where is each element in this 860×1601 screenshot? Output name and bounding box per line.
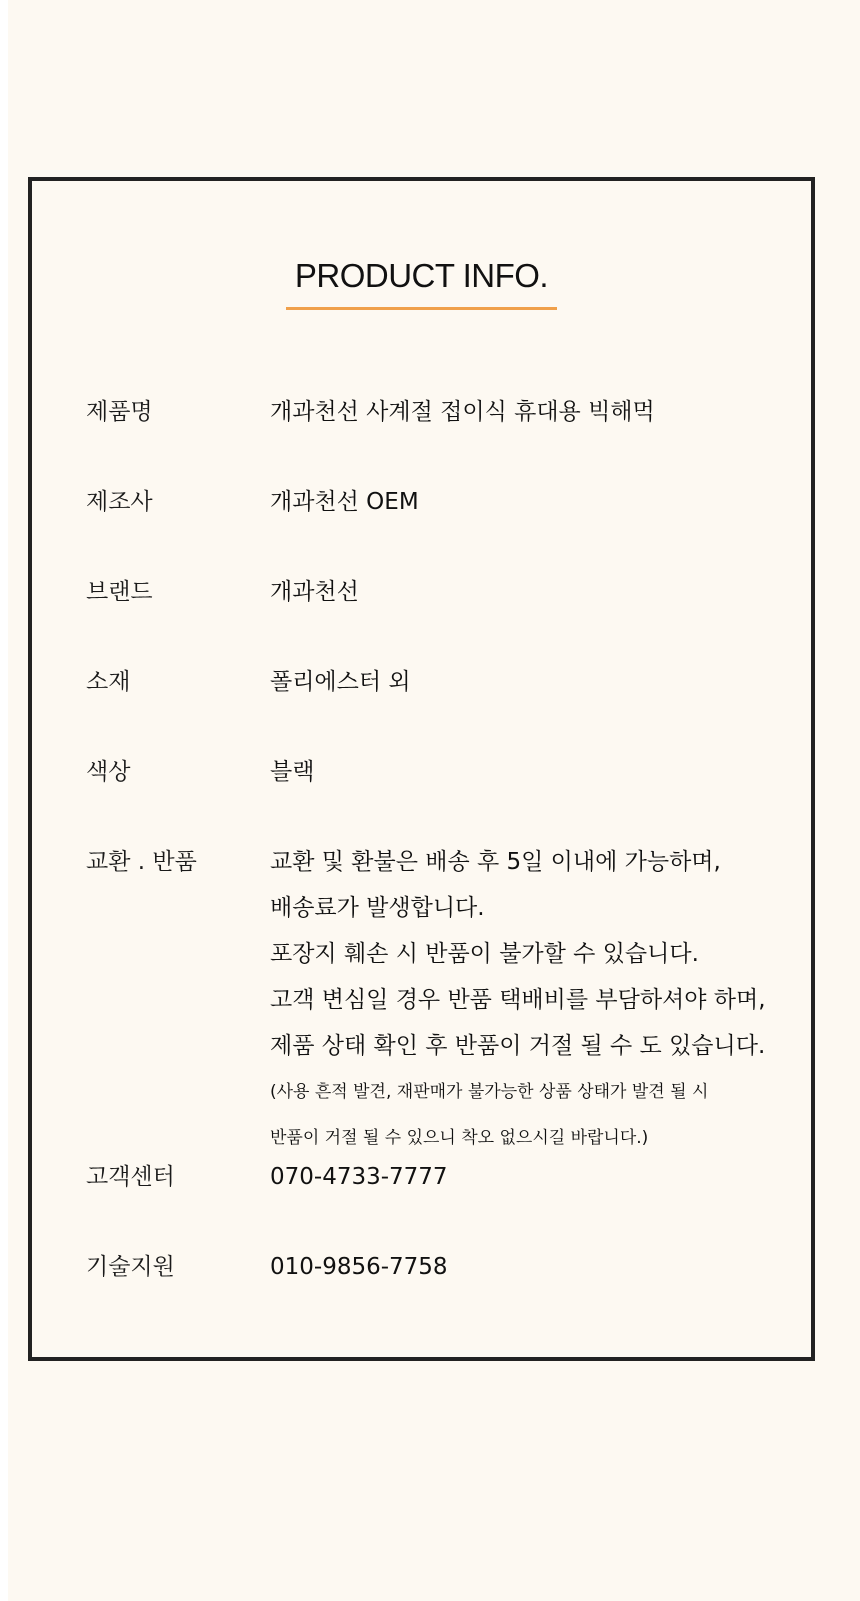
value-product-name: 개과천선 사계절 접이식 휴대용 빅해먹 — [270, 399, 655, 425]
label-customer-center: 고객센터 — [86, 1164, 175, 1190]
label-brand: 브랜드 — [86, 579, 153, 605]
exchange-line: 고객 변심일 경우 반품 택배비를 부담하셔야 하며, — [270, 987, 766, 1013]
title-underline — [286, 307, 557, 310]
value-tech-support: 010-9856-7758 — [270, 1254, 448, 1280]
exchange-line: 제품 상태 확인 후 반품이 거절 될 수 도 있습니다. — [270, 1033, 766, 1059]
label-product-name: 제품명 — [86, 399, 153, 425]
exchange-note-line: 반품이 거절 될 수 있으니 착오 없으시길 바랍니다.) — [270, 1128, 649, 1148]
label-color: 색상 — [86, 759, 131, 785]
value-material: 폴리에스터 외 — [270, 669, 411, 695]
label-manufacturer: 제조사 — [86, 489, 153, 515]
product-info-box — [28, 177, 815, 1361]
value-exchange-return — [270, 839, 766, 1161]
page-background — [8, 0, 860, 1601]
value-brand: 개과천선 — [270, 579, 359, 605]
exchange-line: 포장지 훼손 시 반품이 불가할 수 있습니다. — [270, 941, 699, 967]
section-title: PRODUCT INFO. — [294, 257, 549, 294]
value-customer-center: 070-4733-7777 — [270, 1164, 448, 1190]
exchange-line: 배송료가 발생합니다. — [270, 895, 485, 921]
value-manufacturer: 개과천선 OEM — [270, 489, 419, 515]
label-material: 소재 — [86, 669, 131, 695]
label-exchange-return: 교환 . 반품 — [86, 849, 197, 875]
value-color: 블랙 — [270, 759, 315, 785]
exchange-note-line: (사용 흔적 발견, 재판매가 불가능한 상품 상태가 발견 될 시 — [270, 1082, 709, 1102]
exchange-line: 교환 및 환불은 배송 후 5일 이내에 가능하며, — [270, 849, 721, 875]
label-tech-support: 기술지원 — [86, 1254, 175, 1280]
